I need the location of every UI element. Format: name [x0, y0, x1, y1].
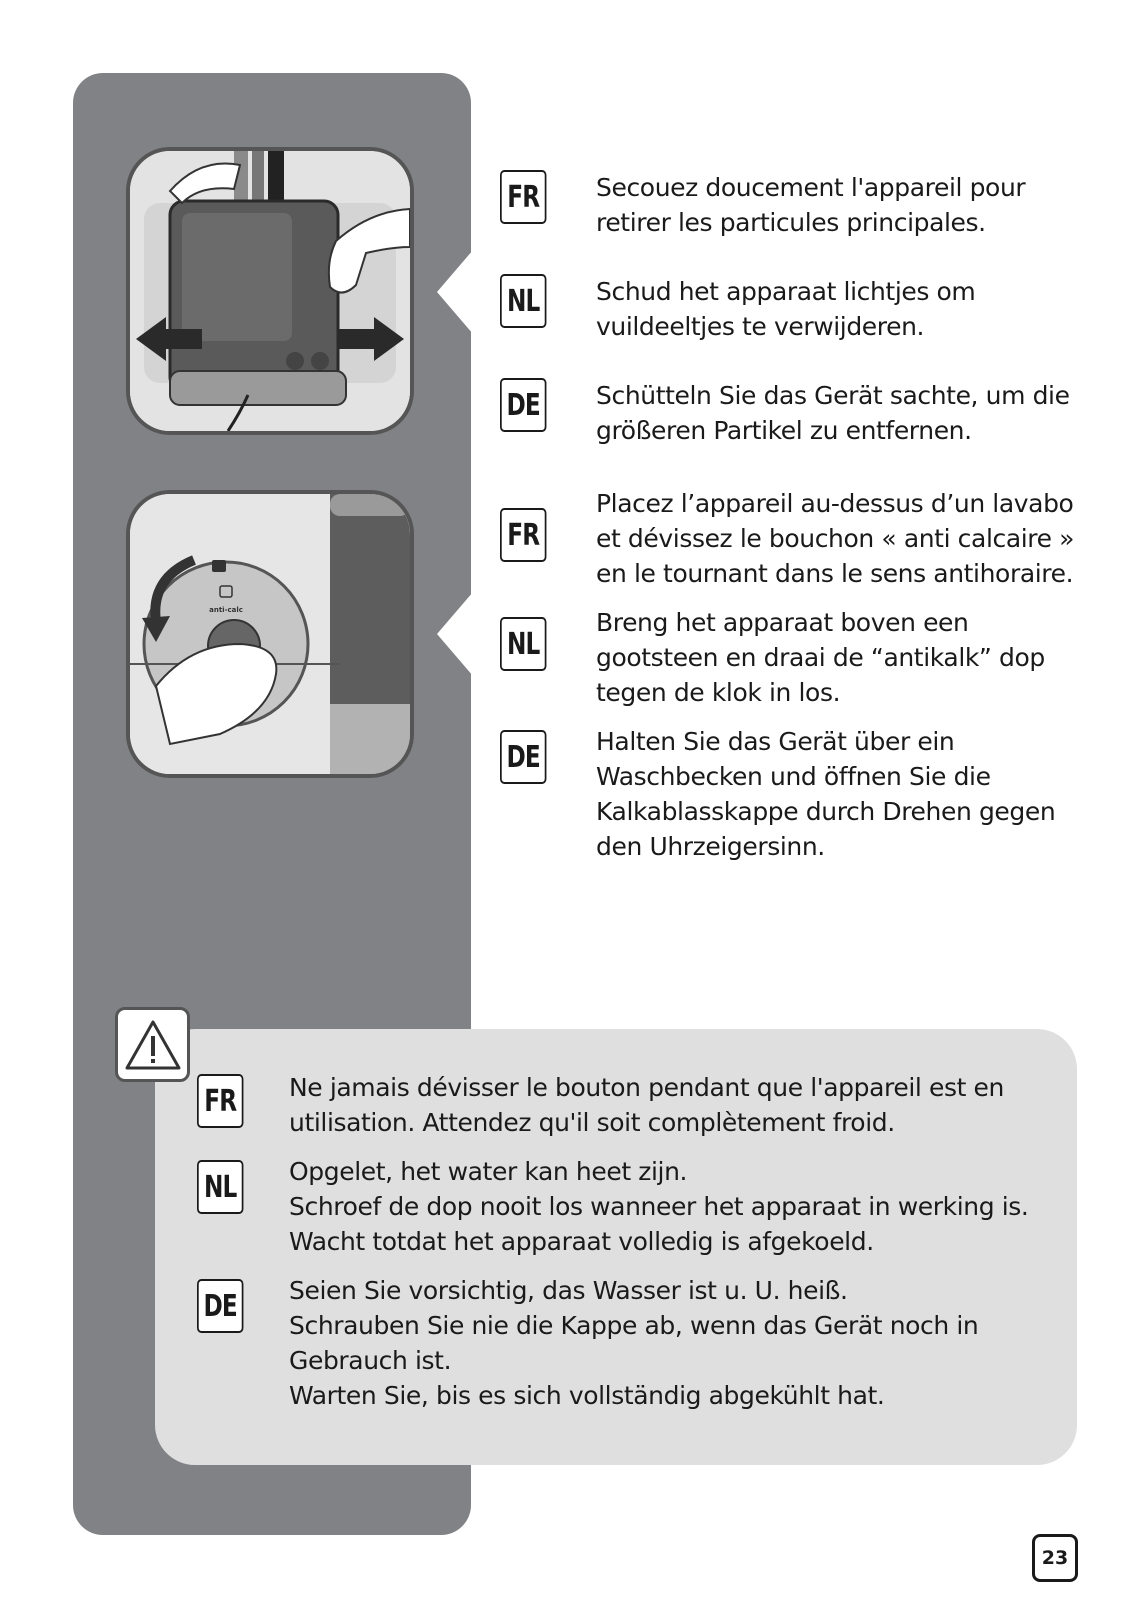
step2-fr-text: Placez l’appareil au-dessus d’un lavabo et dévissez le bouchon « anti calcaire » en le tournant dans le sens antihoraire. — [596, 489, 1075, 588]
lang-badge-fr: FR — [500, 508, 546, 562]
step1-fr-row — [500, 170, 1100, 240]
lang-badge-de: DE — [500, 378, 546, 432]
warning-nl-text: Opgelet, het water kan heet zijn. Schroef de dop nooit los wanneer het apparaat in werking is. Wacht totdat het apparaat volledig is afgekoeld. — [289, 1157, 1029, 1256]
step2-nl-row — [500, 605, 1100, 710]
step1-fr-text: Secouez doucement l'appareil pour retirer les particules principales. — [596, 173, 1026, 237]
lang-badge-nl: NL — [500, 274, 546, 328]
lang-badge-de: DE — [500, 730, 546, 784]
warning-fr-text: Ne jamais dévisser le bouton pendant que l'appareil est en utilisation. Attendez qu'il soit complètement froid. — [289, 1073, 1004, 1137]
anti-calc-label: anti-calc — [209, 606, 243, 614]
step1-de-row — [500, 378, 1100, 448]
step2-de-row — [500, 724, 1100, 864]
lang-badge-fr: FR — [197, 1074, 243, 1128]
lang-badge-nl: NL — [500, 617, 546, 671]
warning-triangle-icon — [115, 1007, 190, 1082]
warning-de-row — [197, 1273, 1077, 1413]
step1-nl-text: Schud het apparaat lichtjes om vuildeeltjes te verwijderen. — [596, 277, 976, 341]
shake-appliance-illustration — [126, 147, 414, 435]
lang-badge-de: DE — [197, 1279, 243, 1333]
warning-nl-row — [197, 1154, 1077, 1259]
illustration-pointer — [437, 592, 473, 676]
step1-instructions — [500, 170, 1100, 448]
page-number: 23 — [1032, 1534, 1078, 1582]
step2-de-text: Halten Sie das Gerät über ein Waschbecken und öffnen Sie die Kalkablasskappe durch Drehen gegen den Uhrzeigersinn. — [596, 727, 1056, 861]
step2-nl-text: Breng het apparaat boven een gootsteen en draai de “antikalk” dop tegen de klok in los. — [596, 608, 1045, 707]
warning-de-text: Seien Sie vorsichtig, das Wasser ist u. U. heiß. Schrauben Sie nie die Kappe ab, wenn das Gerät noch in Gebrauch ist. Warten Sie, bis es sich vollständig abgekühlt hat. — [289, 1276, 979, 1410]
step2-instructions — [500, 486, 1100, 864]
warning-instructions — [197, 1070, 1077, 1413]
step1-de-text: Schütteln Sie das Gerät sachte, um die größeren Partikel zu entfernen. — [596, 381, 1070, 445]
illustration-pointer — [437, 250, 473, 334]
lang-badge-fr: FR — [500, 170, 546, 224]
anti-calc-cap-illustration — [126, 490, 414, 778]
step2-fr-row — [500, 486, 1100, 591]
step1-nl-row — [500, 274, 1100, 344]
warning-fr-row — [197, 1070, 1077, 1140]
lang-badge-nl: NL — [197, 1160, 243, 1214]
